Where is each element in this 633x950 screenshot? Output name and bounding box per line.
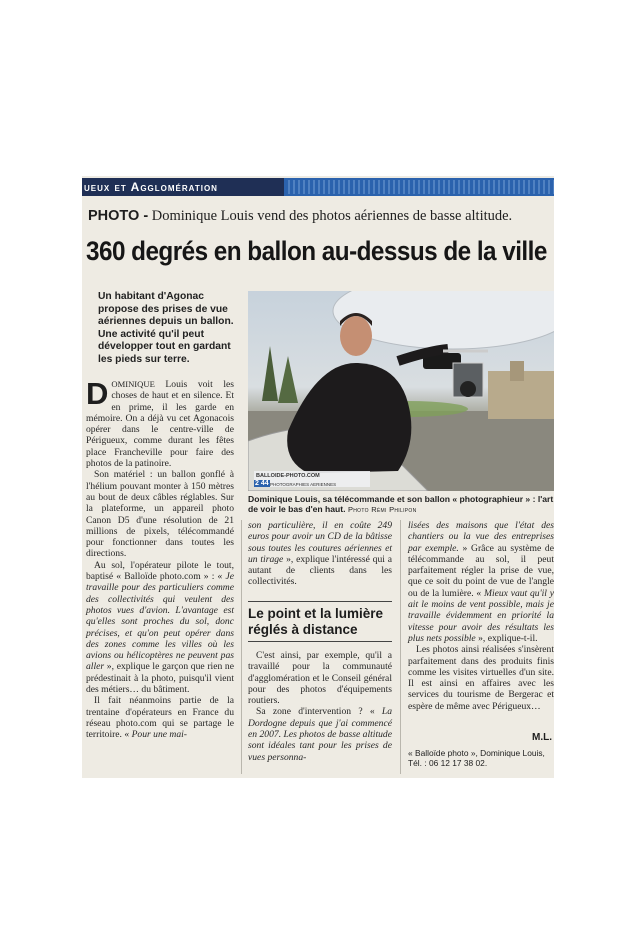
photo-credit: Photo Rémi Philipon [347, 505, 417, 515]
paragraph: Louis voit les choses de haut et en silence. Et en prime, il les garde en mémoire. On a déjà vu cet Agonacois opérer dans le centre-ville de Périgueux, comme durant les fêtes place Francheville pour faire des photos de la patinoire. [86, 379, 234, 470]
section-label: ueux et Agglomération [82, 178, 284, 196]
paragraph [248, 706, 392, 762]
article-photo [248, 291, 554, 491]
banner-url: BALLOIDE-PHOTO.COM [256, 473, 320, 479]
article-column-2 [248, 520, 392, 588]
subhead-rule [248, 601, 392, 602]
contact-info: « Balloïde photo », Dominique Louis, Tél. : 06 12 17 38 02. [408, 748, 545, 768]
quote-run: Je travaille pour des particuliers comme des collectivités qui veulent des photos vues d'avion. L'avantage est qu'elles sont proches du sol, donc précises, et qu'on peut opérer dans des zones comme les villes où les avions ou hélicoptères ne peuvent pas aller [86, 571, 234, 673]
photo-illustration [248, 291, 554, 491]
drop-cap: D [86, 376, 109, 411]
paragraph [248, 520, 392, 588]
newspaper-clipping [82, 176, 554, 778]
kicker [88, 208, 550, 225]
quote-run: lisées des maisons que l'état des chantiers ou la vue des entreprises par exemple. [408, 520, 554, 554]
quote-run: Pour une mai- [131, 729, 187, 741]
text-run: Il fait néanmoins partie de la trentaine d'opérateurs en France du réseau photo.com qui se partage le territoire. « [86, 695, 234, 741]
lede: Un habitant d'Agonac propose des prises de vue aériennes depuis un ballon. Une activité qu'il peut développer tout en gardant les pieds sur terre. [98, 291, 234, 365]
text-run: », explique-t-il. [475, 632, 538, 644]
author-signature: M.L. [532, 732, 552, 743]
quote-run: La Dordogne depuis que j'ai commencé en 2007. Les photos de basse altitude sont idéales tant pour les prises de vues personna- [248, 706, 392, 763]
section-bar-pattern [288, 180, 554, 194]
paragraph: C'est ainsi, par exemple, qu'il a travaillé pour la communauté d'agglomération et le Conseil général pour des photos d'équipements routiers. [248, 650, 392, 707]
subhead-rule [248, 641, 392, 642]
text-run: », explique l'intéressé qui a autant de clients dans les collectivités. [248, 553, 392, 588]
person-jacket [287, 363, 411, 473]
quote-run: Mieux vaut qu'il y ait le moins de vent possible, mais je travaille évidemment en priorité la vitesse pour avoir des résultats les plus nets possible [408, 587, 554, 644]
banner-subtitle: PHOTOGRAPHIES AERIENNES [270, 482, 337, 487]
paragraph: Son matériel : un ballon gonflé à l'hélium pouvant monter à 150 mètres au bout de deux câbles réglables. Sur la plateforme, un appareil photo Canon D5 d'une résolution de 21 millions de pixels, télécommandé pour fonctionner dans toutes les directions. [86, 469, 234, 560]
tree [262, 346, 278, 401]
text-run: Au sol, l'opérateur pilote le tout, baptisé « Balloïde photo.com » : « [86, 559, 234, 583]
photo-caption [248, 494, 554, 515]
subheading: Le point et la lumière réglés à distance [248, 606, 384, 637]
column-rule [241, 520, 242, 774]
headline: 360 degrés en ballon au-dessus de la ville [86, 236, 547, 266]
text-run: », explique le garçon que rien ne prédestinait à la photo, puisqu'il vient des métiers… du bâtiment. [86, 661, 234, 696]
paragraph [408, 520, 554, 644]
paragraph [86, 560, 234, 696]
article-column-3 [408, 520, 554, 712]
first-word: OMINIQUE [111, 379, 155, 389]
column-rule [400, 520, 401, 774]
text-run: Sa zone d'intervention ? « [256, 706, 382, 718]
person-face [340, 316, 372, 356]
kicker-text: Dominique Louis vend des photos aériennes de basse altitude. [148, 208, 513, 224]
article-column-1 [86, 376, 234, 741]
banner-phone: 2 44 [255, 480, 269, 487]
article-column-2-continued [248, 650, 392, 763]
text-run: » Grâce au système de télécommande au sol, il peut parfaitement régler la prise de vue, que ce soit du point de vue de l'angle ou de la lumière. « [408, 542, 554, 599]
kicker-label: PHOTO - [88, 208, 149, 224]
paragraph: Les photos ainsi réalisées s'insèrent parfaitement dans des produits finis comme les visites virtuelles d'un site. Il est ainsi en affaires avec les services du tourisme de Bergerac et espère de même avec Périgueux… [408, 644, 554, 712]
quote-run: son particulière, il en coûte 249 euros pour avoir un CD de la bâtisse sous toutes les coutures aériennes et un tirage [248, 520, 392, 565]
paragraph [86, 695, 234, 740]
caption-text: Dominique Louis, sa télécommande et son ballon « photographieur » : l'art de voir le bas d'en haut. [248, 494, 554, 515]
